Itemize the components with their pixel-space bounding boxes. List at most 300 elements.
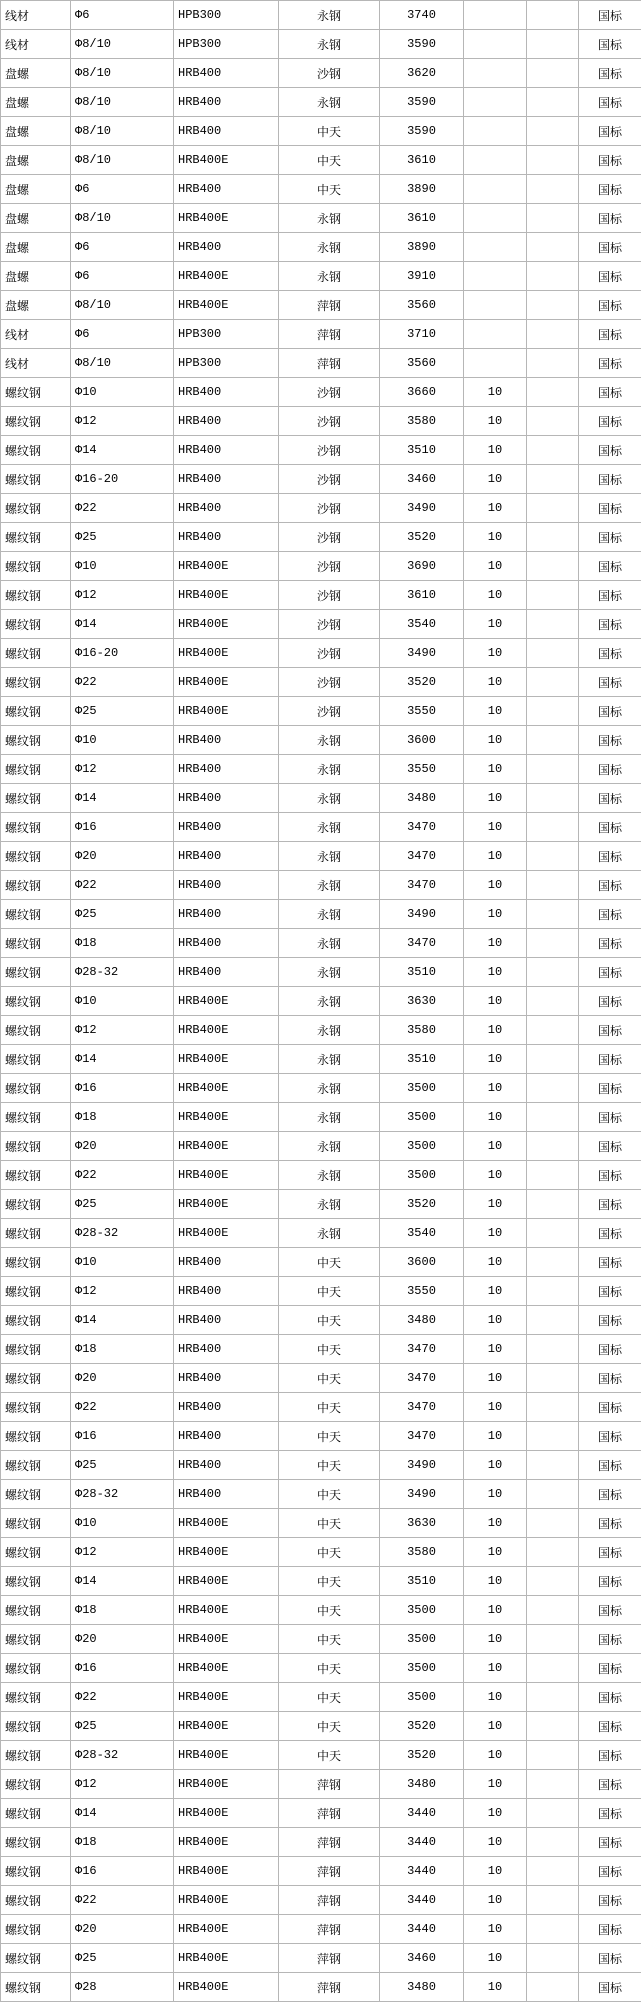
- cell-grade: HRB400E: [174, 581, 279, 610]
- cell-change: [464, 175, 527, 204]
- table-row: [1, 1538, 641, 1567]
- cell-price: 3600: [380, 1248, 464, 1277]
- cell-grade: HRB400E: [174, 1625, 279, 1654]
- table-row: [1, 117, 641, 146]
- table-row: [1, 88, 641, 117]
- cell-standard: 国标: [579, 987, 641, 1016]
- table-row: [1, 1857, 641, 1886]
- cell-standard: 国标: [579, 1335, 641, 1364]
- table-body: [1, 1, 641, 2002]
- cell-standard: 国标: [579, 929, 641, 958]
- cell-grade: HRB400E: [174, 1915, 279, 1944]
- cell-standard: 国标: [579, 30, 641, 59]
- cell-category: 螺纹钢: [1, 668, 71, 697]
- table-row: [1, 552, 641, 581]
- cell-spec: Φ14: [71, 1567, 174, 1596]
- cell-blank: [527, 1567, 579, 1596]
- cell-blank: [527, 262, 579, 291]
- cell-price: 3910: [380, 262, 464, 291]
- table-row: [1, 378, 641, 407]
- cell-blank: [527, 1248, 579, 1277]
- cell-category: 螺纹钢: [1, 1538, 71, 1567]
- cell-blank: [527, 59, 579, 88]
- cell-change: 10: [464, 523, 527, 552]
- cell-spec: Φ8/10: [71, 204, 174, 233]
- cell-blank: [527, 1045, 579, 1074]
- cell-grade: HRB400E: [174, 1509, 279, 1538]
- cell-price: 3610: [380, 146, 464, 175]
- cell-brand: 萍钢: [279, 1828, 380, 1857]
- cell-category: 螺纹钢: [1, 1596, 71, 1625]
- cell-brand: 沙钢: [279, 465, 380, 494]
- cell-spec: Φ25: [71, 1451, 174, 1480]
- cell-change: [464, 291, 527, 320]
- cell-price: 3600: [380, 726, 464, 755]
- table-row: [1, 900, 641, 929]
- cell-brand: 中天: [279, 1451, 380, 1480]
- cell-standard: 国标: [579, 871, 641, 900]
- cell-brand: 沙钢: [279, 378, 380, 407]
- cell-brand: 永钢: [279, 1074, 380, 1103]
- cell-category: 螺纹钢: [1, 1161, 71, 1190]
- cell-grade: HRB400E: [174, 204, 279, 233]
- cell-standard: 国标: [579, 523, 641, 552]
- cell-change: 10: [464, 1915, 527, 1944]
- cell-standard: 国标: [579, 1480, 641, 1509]
- cell-change: [464, 349, 527, 378]
- cell-grade: HRB400E: [174, 1683, 279, 1712]
- cell-spec: Φ16-20: [71, 639, 174, 668]
- cell-price: 3890: [380, 233, 464, 262]
- cell-blank: [527, 1654, 579, 1683]
- cell-price: 3470: [380, 1422, 464, 1451]
- cell-blank: [527, 1306, 579, 1335]
- cell-brand: 萍钢: [279, 1973, 380, 2002]
- cell-spec: Φ20: [71, 1132, 174, 1161]
- cell-price: 3460: [380, 465, 464, 494]
- cell-spec: Φ10: [71, 726, 174, 755]
- cell-price: 3510: [380, 1045, 464, 1074]
- table-row: [1, 1683, 641, 1712]
- cell-spec: Φ8/10: [71, 146, 174, 175]
- cell-spec: Φ25: [71, 1712, 174, 1741]
- cell-blank: [527, 1712, 579, 1741]
- cell-category: 螺纹钢: [1, 1567, 71, 1596]
- table-row: [1, 262, 641, 291]
- cell-blank: [527, 610, 579, 639]
- cell-brand: 沙钢: [279, 668, 380, 697]
- cell-category: 螺纹钢: [1, 987, 71, 1016]
- cell-standard: 国标: [579, 1161, 641, 1190]
- cell-grade: HRB400: [174, 233, 279, 262]
- cell-grade: HRB400E: [174, 1132, 279, 1161]
- cell-category: 螺纹钢: [1, 1364, 71, 1393]
- cell-category: 螺纹钢: [1, 552, 71, 581]
- cell-change: 10: [464, 929, 527, 958]
- cell-change: [464, 262, 527, 291]
- cell-category: 螺纹钢: [1, 871, 71, 900]
- cell-grade: HRB400E: [174, 697, 279, 726]
- cell-change: 10: [464, 1190, 527, 1219]
- table-row: [1, 929, 641, 958]
- cell-price: 3740: [380, 1, 464, 30]
- cell-blank: [527, 958, 579, 987]
- cell-category: 螺纹钢: [1, 407, 71, 436]
- table-row: [1, 523, 641, 552]
- cell-grade: HRB400: [174, 784, 279, 813]
- cell-blank: [527, 204, 579, 233]
- cell-price: 3470: [380, 1335, 464, 1364]
- cell-blank: [527, 1393, 579, 1422]
- cell-brand: 萍钢: [279, 320, 380, 349]
- cell-blank: [527, 1335, 579, 1364]
- cell-category: 螺纹钢: [1, 465, 71, 494]
- table-row: [1, 1074, 641, 1103]
- table-row: [1, 1393, 641, 1422]
- cell-blank: [527, 1451, 579, 1480]
- cell-brand: 中天: [279, 1306, 380, 1335]
- cell-change: 10: [464, 1045, 527, 1074]
- cell-grade: HRB400E: [174, 1161, 279, 1190]
- cell-spec: Φ6: [71, 233, 174, 262]
- cell-change: 10: [464, 1712, 527, 1741]
- cell-category: 盘螺: [1, 262, 71, 291]
- cell-brand: 萍钢: [279, 291, 380, 320]
- cell-standard: 国标: [579, 1016, 641, 1045]
- cell-blank: [527, 175, 579, 204]
- table-row: [1, 1016, 641, 1045]
- cell-category: 螺纹钢: [1, 697, 71, 726]
- cell-brand: 中天: [279, 1683, 380, 1712]
- cell-change: 10: [464, 639, 527, 668]
- cell-brand: 萍钢: [279, 349, 380, 378]
- cell-brand: 萍钢: [279, 1770, 380, 1799]
- cell-price: 3440: [380, 1886, 464, 1915]
- cell-category: 螺纹钢: [1, 1683, 71, 1712]
- cell-brand: 沙钢: [279, 610, 380, 639]
- cell-price: 3470: [380, 871, 464, 900]
- cell-blank: [527, 552, 579, 581]
- cell-blank: [527, 117, 579, 146]
- cell-category: 螺纹钢: [1, 581, 71, 610]
- cell-category: 螺纹钢: [1, 784, 71, 813]
- cell-category: 螺纹钢: [1, 813, 71, 842]
- table-row: [1, 494, 641, 523]
- cell-blank: [527, 1, 579, 30]
- cell-change: 10: [464, 1509, 527, 1538]
- cell-change: 10: [464, 1799, 527, 1828]
- cell-blank: [527, 1480, 579, 1509]
- cell-brand: 中天: [279, 1248, 380, 1277]
- cell-blank: [527, 1364, 579, 1393]
- cell-blank: [527, 1103, 579, 1132]
- cell-price: 3890: [380, 175, 464, 204]
- cell-blank: [527, 1886, 579, 1915]
- cell-standard: 国标: [579, 755, 641, 784]
- table-row: [1, 1132, 641, 1161]
- cell-brand: 永钢: [279, 813, 380, 842]
- cell-spec: Φ16: [71, 813, 174, 842]
- cell-price: 3490: [380, 494, 464, 523]
- cell-standard: 国标: [579, 378, 641, 407]
- cell-change: 10: [464, 1161, 527, 1190]
- cell-category: 螺纹钢: [1, 1306, 71, 1335]
- cell-price: 3440: [380, 1828, 464, 1857]
- cell-category: 螺纹钢: [1, 1393, 71, 1422]
- table-row: [1, 349, 641, 378]
- cell-blank: [527, 1277, 579, 1306]
- cell-spec: Φ14: [71, 610, 174, 639]
- cell-spec: Φ16-20: [71, 465, 174, 494]
- cell-brand: 永钢: [279, 784, 380, 813]
- cell-change: 10: [464, 842, 527, 871]
- cell-standard: 国标: [579, 581, 641, 610]
- cell-category: 线材: [1, 349, 71, 378]
- cell-blank: [527, 1538, 579, 1567]
- cell-change: [464, 30, 527, 59]
- cell-grade: HPB300: [174, 30, 279, 59]
- cell-spec: Φ8/10: [71, 30, 174, 59]
- cell-change: 10: [464, 407, 527, 436]
- cell-price: 3710: [380, 320, 464, 349]
- cell-change: 10: [464, 1538, 527, 1567]
- cell-price: 3510: [380, 1567, 464, 1596]
- cell-brand: 萍钢: [279, 1944, 380, 1973]
- cell-grade: HRB400E: [174, 1741, 279, 1770]
- cell-brand: 中天: [279, 1480, 380, 1509]
- cell-change: 10: [464, 958, 527, 987]
- cell-category: 螺纹钢: [1, 1857, 71, 1886]
- cell-standard: 国标: [579, 494, 641, 523]
- cell-spec: Φ6: [71, 175, 174, 204]
- table-row: [1, 175, 641, 204]
- cell-brand: 中天: [279, 1712, 380, 1741]
- cell-spec: Φ10: [71, 1248, 174, 1277]
- cell-brand: 沙钢: [279, 59, 380, 88]
- cell-spec: Φ10: [71, 378, 174, 407]
- cell-spec: Φ25: [71, 1944, 174, 1973]
- cell-change: 10: [464, 1625, 527, 1654]
- cell-price: 3490: [380, 1480, 464, 1509]
- cell-brand: 中天: [279, 1509, 380, 1538]
- table-row: [1, 1944, 641, 1973]
- cell-price: 3660: [380, 378, 464, 407]
- cell-brand: 中天: [279, 1364, 380, 1393]
- cell-category: 螺纹钢: [1, 1335, 71, 1364]
- cell-blank: [527, 494, 579, 523]
- cell-brand: 沙钢: [279, 494, 380, 523]
- cell-brand: 永钢: [279, 1, 380, 30]
- cell-category: 螺纹钢: [1, 1422, 71, 1451]
- table-row: [1, 1828, 641, 1857]
- cell-price: 3480: [380, 784, 464, 813]
- cell-grade: HRB400: [174, 1277, 279, 1306]
- cell-category: 螺纹钢: [1, 1190, 71, 1219]
- cell-grade: HRB400E: [174, 987, 279, 1016]
- table-row: [1, 1625, 641, 1654]
- cell-brand: 萍钢: [279, 1886, 380, 1915]
- cell-price: 3550: [380, 1277, 464, 1306]
- cell-change: 10: [464, 1480, 527, 1509]
- cell-standard: 国标: [579, 726, 641, 755]
- table-row: [1, 668, 641, 697]
- cell-standard: 国标: [579, 1248, 641, 1277]
- cell-standard: 国标: [579, 1132, 641, 1161]
- cell-price: 3470: [380, 813, 464, 842]
- cell-brand: 永钢: [279, 1219, 380, 1248]
- cell-standard: 国标: [579, 291, 641, 320]
- cell-brand: 永钢: [279, 958, 380, 987]
- cell-spec: Φ6: [71, 320, 174, 349]
- cell-grade: HRB400: [174, 1451, 279, 1480]
- cell-spec: Φ20: [71, 1915, 174, 1944]
- cell-price: 3480: [380, 1973, 464, 2002]
- cell-brand: 萍钢: [279, 1799, 380, 1828]
- cell-standard: 国标: [579, 1973, 641, 2002]
- cell-grade: HRB400E: [174, 1103, 279, 1132]
- cell-blank: [527, 88, 579, 117]
- cell-grade: HRB400: [174, 900, 279, 929]
- cell-brand: 中天: [279, 1393, 380, 1422]
- cell-brand: 永钢: [279, 1190, 380, 1219]
- cell-price: 3620: [380, 59, 464, 88]
- cell-change: 10: [464, 784, 527, 813]
- cell-category: 盘螺: [1, 204, 71, 233]
- cell-price: 3500: [380, 1074, 464, 1103]
- cell-brand: 永钢: [279, 755, 380, 784]
- cell-blank: [527, 639, 579, 668]
- table-row: [1, 1045, 641, 1074]
- cell-grade: HRB400E: [174, 1857, 279, 1886]
- cell-standard: 国标: [579, 1219, 641, 1248]
- cell-blank: [527, 233, 579, 262]
- cell-brand: 中天: [279, 1741, 380, 1770]
- cell-brand: 沙钢: [279, 552, 380, 581]
- cell-category: 螺纹钢: [1, 1451, 71, 1480]
- cell-brand: 永钢: [279, 987, 380, 1016]
- cell-standard: 国标: [579, 1509, 641, 1538]
- cell-brand: 中天: [279, 1538, 380, 1567]
- cell-spec: Φ28-32: [71, 1219, 174, 1248]
- cell-brand: 永钢: [279, 1016, 380, 1045]
- cell-price: 3500: [380, 1161, 464, 1190]
- cell-price: 3500: [380, 1654, 464, 1683]
- cell-grade: HRB400E: [174, 1770, 279, 1799]
- cell-grade: HRB400: [174, 929, 279, 958]
- table-row: [1, 59, 641, 88]
- cell-change: 10: [464, 1567, 527, 1596]
- cell-category: 螺纹钢: [1, 1944, 71, 1973]
- table-row: [1, 1190, 641, 1219]
- cell-change: 10: [464, 1770, 527, 1799]
- cell-standard: 国标: [579, 204, 641, 233]
- cell-change: 10: [464, 1422, 527, 1451]
- cell-brand: 沙钢: [279, 407, 380, 436]
- cell-spec: Φ22: [71, 668, 174, 697]
- cell-change: 10: [464, 1596, 527, 1625]
- cell-change: 10: [464, 1451, 527, 1480]
- cell-change: [464, 320, 527, 349]
- cell-price: 3690: [380, 552, 464, 581]
- cell-spec: Φ12: [71, 581, 174, 610]
- cell-change: 10: [464, 1857, 527, 1886]
- cell-spec: Φ28: [71, 1973, 174, 2002]
- cell-grade: HRB400E: [174, 1074, 279, 1103]
- cell-category: 线材: [1, 1, 71, 30]
- cell-standard: 国标: [579, 88, 641, 117]
- cell-brand: 中天: [279, 1277, 380, 1306]
- cell-price: 3520: [380, 668, 464, 697]
- cell-spec: Φ8/10: [71, 291, 174, 320]
- table-row: [1, 291, 641, 320]
- cell-spec: Φ14: [71, 1045, 174, 1074]
- cell-spec: Φ14: [71, 784, 174, 813]
- cell-category: 螺纹钢: [1, 1654, 71, 1683]
- cell-blank: [527, 320, 579, 349]
- cell-category: 螺纹钢: [1, 1248, 71, 1277]
- cell-change: [464, 59, 527, 88]
- table-row: [1, 1277, 641, 1306]
- cell-blank: [527, 1770, 579, 1799]
- cell-spec: Φ25: [71, 900, 174, 929]
- cell-spec: Φ20: [71, 1625, 174, 1654]
- cell-change: 10: [464, 1741, 527, 1770]
- cell-category: 螺纹钢: [1, 842, 71, 871]
- table-row: [1, 1335, 641, 1364]
- cell-standard: 国标: [579, 1422, 641, 1451]
- cell-change: 10: [464, 755, 527, 784]
- cell-brand: 永钢: [279, 1045, 380, 1074]
- cell-brand: 永钢: [279, 1132, 380, 1161]
- cell-category: 盘螺: [1, 117, 71, 146]
- cell-category: 螺纹钢: [1, 494, 71, 523]
- cell-price: 3510: [380, 958, 464, 987]
- cell-change: 10: [464, 726, 527, 755]
- table-row: [1, 813, 641, 842]
- cell-grade: HRB400: [174, 1335, 279, 1364]
- cell-blank: [527, 813, 579, 842]
- cell-standard: 国标: [579, 175, 641, 204]
- cell-grade: HRB400: [174, 1364, 279, 1393]
- cell-blank: [527, 1016, 579, 1045]
- cell-change: [464, 88, 527, 117]
- cell-standard: 国标: [579, 1799, 641, 1828]
- table-row: [1, 987, 641, 1016]
- cell-change: 10: [464, 465, 527, 494]
- cell-price: 3550: [380, 697, 464, 726]
- cell-spec: Φ12: [71, 1016, 174, 1045]
- cell-blank: [527, 842, 579, 871]
- cell-grade: HRB400: [174, 494, 279, 523]
- cell-standard: 国标: [579, 1683, 641, 1712]
- table-row: [1, 842, 641, 871]
- cell-spec: Φ10: [71, 552, 174, 581]
- cell-brand: 中天: [279, 1567, 380, 1596]
- cell-standard: 国标: [579, 436, 641, 465]
- cell-price: 3500: [380, 1625, 464, 1654]
- cell-change: 10: [464, 1248, 527, 1277]
- cell-standard: 国标: [579, 1654, 641, 1683]
- table-row: [1, 784, 641, 813]
- cell-standard: 国标: [579, 117, 641, 146]
- cell-spec: Φ8/10: [71, 349, 174, 378]
- cell-grade: HRB400E: [174, 1596, 279, 1625]
- cell-standard: 国标: [579, 1857, 641, 1886]
- cell-blank: [527, 1161, 579, 1190]
- cell-brand: 永钢: [279, 204, 380, 233]
- cell-category: 盘螺: [1, 146, 71, 175]
- cell-grade: HRB400: [174, 1480, 279, 1509]
